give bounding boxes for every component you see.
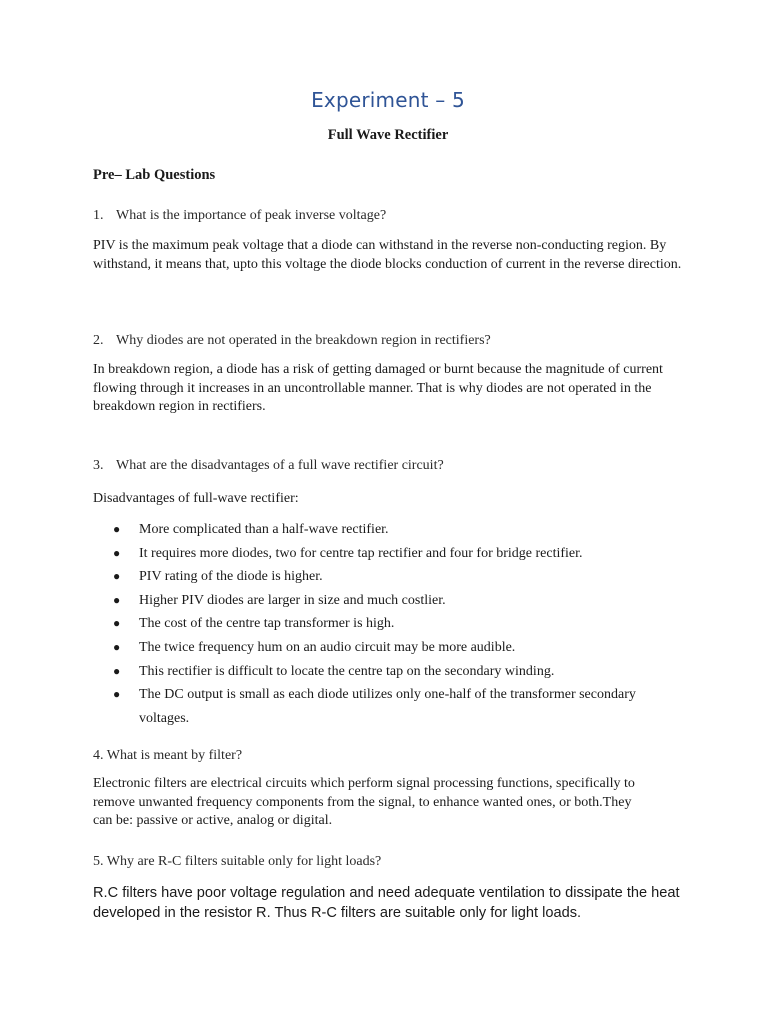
- disadvantages-list: [113, 518, 659, 730]
- list-item: ● The DC output is small as each diode utilizes only one-half of the transformer secondary voltages.: [113, 683, 659, 730]
- list-item: ● The cost of the centre tap transformer is high.: [113, 612, 659, 636]
- question-1: [93, 208, 386, 224]
- question-text: What are the disadvantages of a full wave rectifier circuit?: [116, 458, 444, 473]
- list-item: ● PIV rating of the diode is higher.: [113, 565, 659, 589]
- question-number: 1.: [93, 208, 104, 223]
- bullet-icon: ●: [113, 663, 121, 678]
- answer-1: PIV is the maximum peak voltage that a diode can withstand in the reverse non-conducting region. By withstand, it means that, upto this voltage the diode blocks conduction of current in the reverse direction.: [93, 238, 682, 272]
- question-text: What is the importance of peak inverse voltage?: [116, 208, 387, 223]
- answer-3-intro: Disadvantages of full-wave rectifier:: [93, 491, 299, 506]
- question-2: [93, 333, 491, 349]
- page-subtitle: Full Wave Rectifier: [327, 127, 449, 143]
- bullet-icon: ●: [113, 592, 121, 607]
- question-4: 4. What is meant by filter?: [93, 748, 243, 763]
- bullet-icon: ●: [113, 545, 121, 560]
- answer-5: R.C filters have poor voltage regulation and need adequate ventilation to dissipate the heat developed in the resistor R. Thus R-C filters are suitable only for light loads.: [93, 885, 680, 921]
- list-item: ● This rectifier is difficult to locate the centre tap on the secondary winding.: [113, 660, 659, 684]
- list-item: ● Higher PIV diodes are larger in size and much costlier.: [113, 589, 659, 613]
- answer-4: Electronic filters are electrical circuits which perform signal processing functions, specifically to remove unwanted frequency components from the signal, to enhance wanted ones, or both.They can be: passive or active, analog or digital.: [93, 776, 635, 828]
- bullet-icon: ●: [113, 522, 121, 536]
- question-5: 5. Why are R-C filters suitable only for light loads?: [93, 854, 382, 869]
- bullet-icon: ●: [113, 639, 121, 654]
- list-item: ● More complicated than a half-wave rectifier.: [113, 518, 659, 542]
- answer-2: In breakdown region, a diode has a risk of getting damaged or burnt because the magnitude of current flowing through it increases in an uncontrollable manner. That is why diodes are not operated in the breakdown region in rectifiers.: [93, 362, 663, 414]
- list-item: ● It requires more diodes, two for centre tap rectifier and four for bridge rectifier.: [113, 542, 659, 566]
- bullet-icon: ●: [113, 687, 121, 702]
- question-text: Why diodes are not operated in the breakdown region in rectifiers?: [116, 333, 491, 348]
- question-number: 3.: [93, 458, 104, 473]
- bullet-icon: ●: [113, 569, 121, 584]
- page-title: Experiment – 5: [311, 88, 465, 112]
- bullet-icon: ●: [113, 616, 121, 631]
- section-heading: Pre– Lab Questions: [93, 167, 216, 183]
- list-item: ● The twice frequency hum on an audio circuit may be more audible.: [113, 636, 659, 660]
- question-number: 2.: [93, 333, 104, 348]
- question-3: [93, 458, 444, 474]
